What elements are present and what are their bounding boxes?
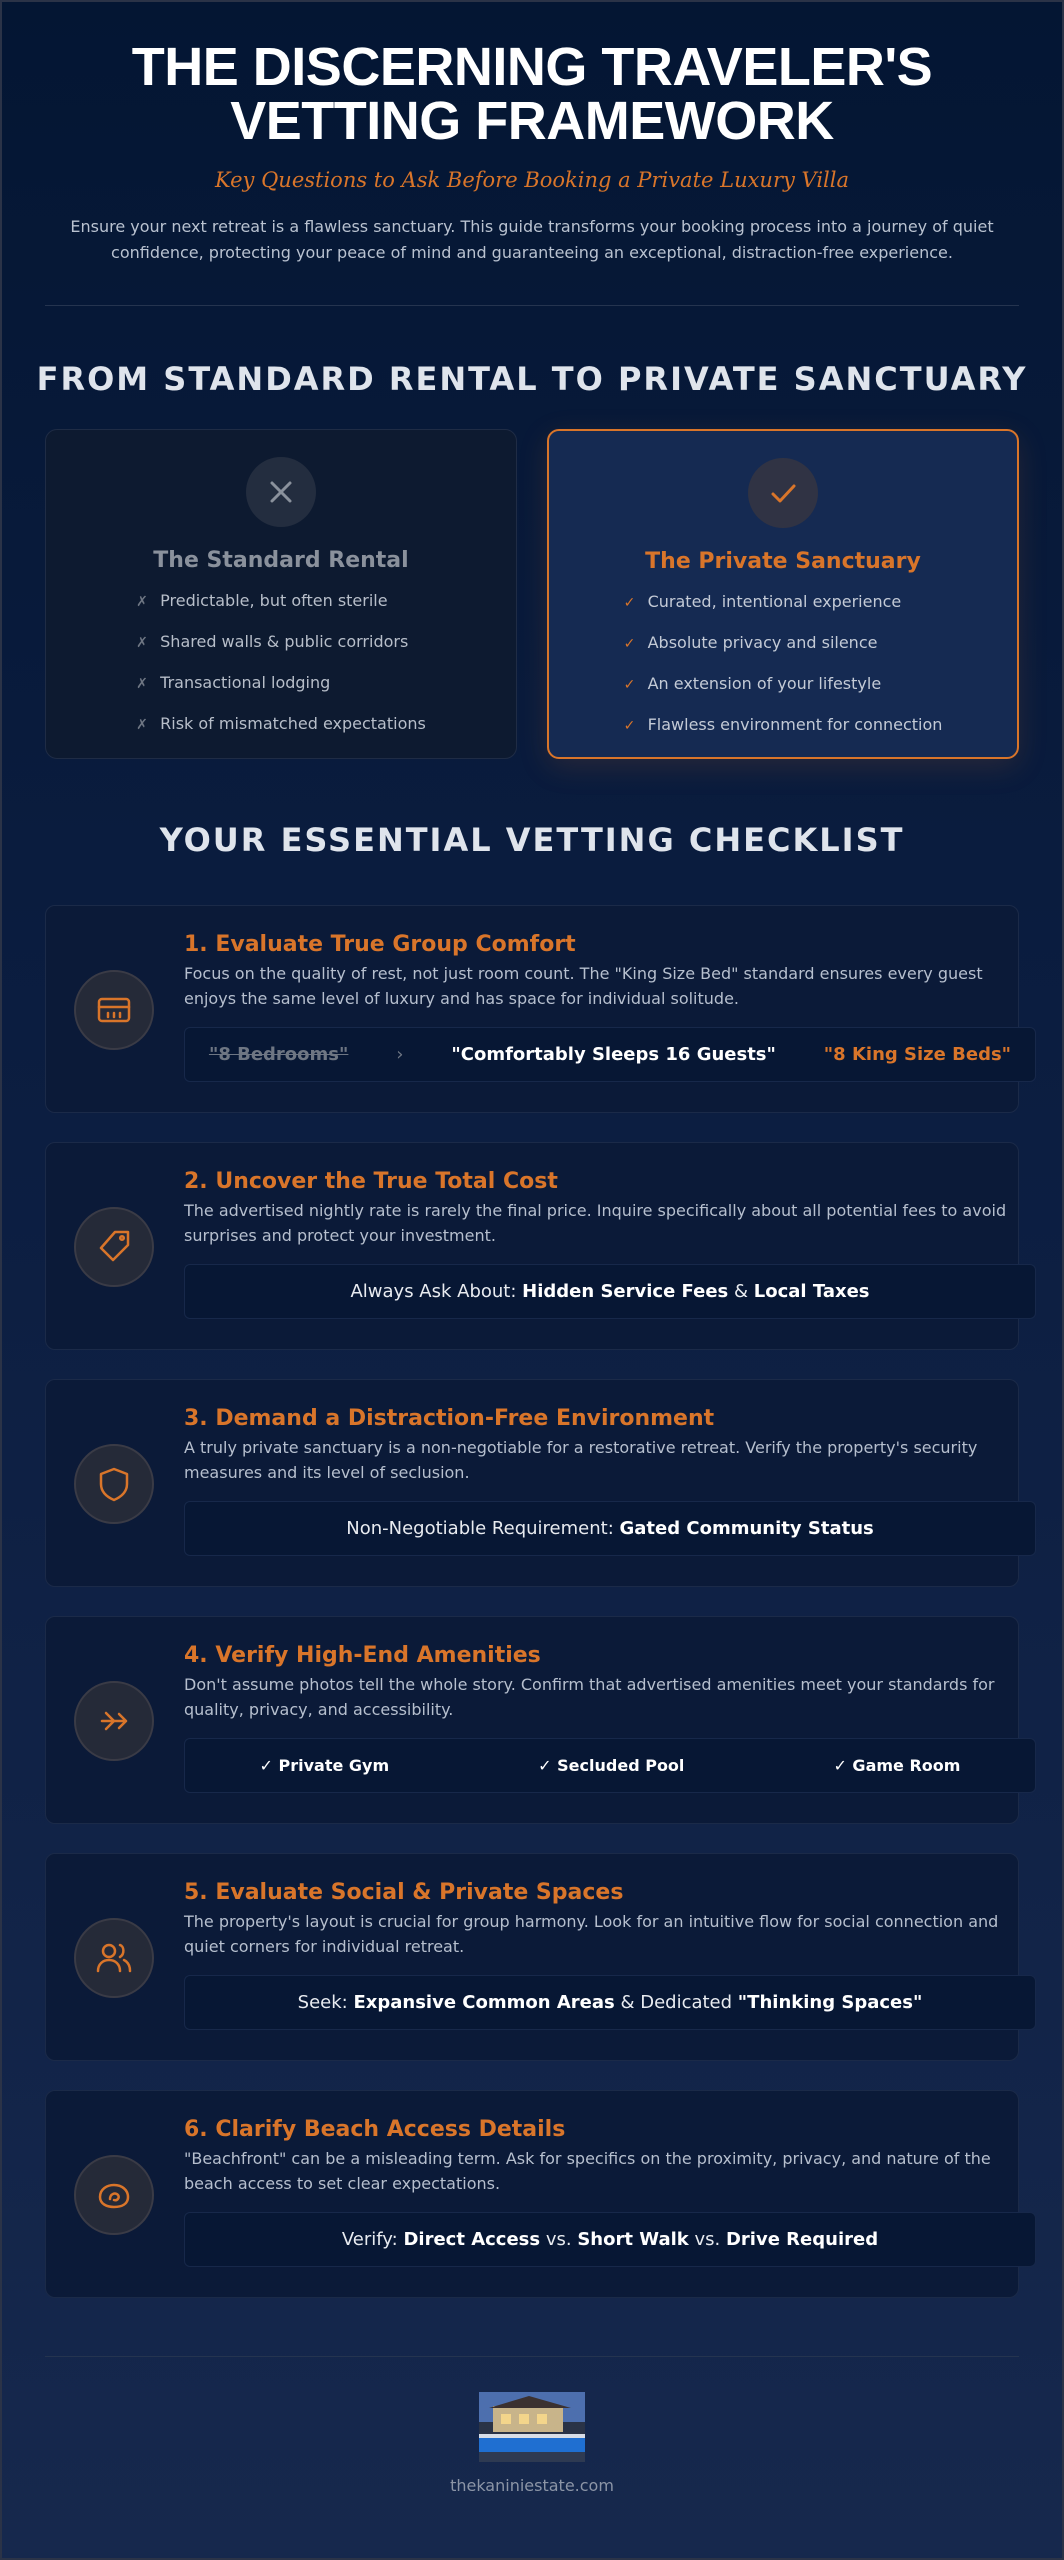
- check-mark-icon: ✓: [623, 636, 636, 652]
- chevron-right-icon: ›: [396, 1044, 404, 1065]
- list-item: ✓ An extension of your lifestyle: [624, 664, 943, 705]
- checklist-item-amenities: [45, 1616, 1019, 1824]
- shield-icon: [74, 1444, 154, 1524]
- check-mark-icon: ✓: [623, 718, 636, 734]
- checklist-item-total-cost: [45, 1142, 1019, 1350]
- list-item: ✓ Absolute privacy and silence: [624, 623, 943, 664]
- users-icon: [74, 1918, 154, 1998]
- list-item: ✗ Transactional lodging: [136, 663, 426, 704]
- checklist-item-text: A truly private sanctuary is a non-negotiable for a restorative retreat. Verify the property's security measures and its level of seclusion.: [184, 1438, 978, 1482]
- checklist-item-title: 6. Clarify Beach Access Details: [184, 2117, 566, 2142]
- checklist-item-distraction-free: [45, 1379, 1019, 1587]
- page-subtitle: Key Questions to Ask Before Booking a Private Luxury Villa: [214, 168, 850, 192]
- cross-mark-icon: ✗: [136, 635, 148, 651]
- standard-rental-title: The Standard Rental: [153, 548, 409, 573]
- beach-pill: Verify: Direct Access vs. Short Walk vs. Drive Required: [184, 2212, 1036, 2267]
- security-pill: Non-Negotiable Requirement: Gated Community Status: [184, 1501, 1036, 1556]
- tag-icon: [74, 1207, 154, 1287]
- list-item: ✓ Curated, intentional experience: [624, 582, 943, 623]
- checklist-heading: YOUR ESSENTIAL VETTING CHECKLIST: [159, 821, 905, 859]
- intro-text: Ensure your next retreat is a flawless sanctuary. This guide transforms your booking process into a journey of quiet confidence, protecting your peace of mind and guaranteeing an exceptional, distraction-free experience.: [70, 217, 994, 262]
- list-item: ✗ Risk of mismatched expectations: [136, 704, 426, 745]
- king-beds-label: "8 King Size Beds": [823, 1044, 1012, 1065]
- checklist-item-text: Don't assume photos tell the whole story. Confirm that advertised amenities meet your standards for quality, privacy, and accessibility.: [184, 1675, 995, 1719]
- sleeps-guests-label: "Comfortably Sleeps 16 Guests": [451, 1044, 776, 1065]
- cost-pill: Always Ask About: Hidden Service Fees & Local Taxes: [184, 1264, 1036, 1319]
- checklist-item-content: [184, 1169, 1036, 1319]
- check-mark-icon: ✓: [623, 677, 636, 693]
- checklist-item-title: 4. Verify High-End Amenities: [184, 1643, 541, 1668]
- title-line-1: THE DISCERNING TRAVELER'S: [131, 37, 933, 97]
- struck-bedrooms-label: "8 Bedrooms": [208, 1044, 349, 1065]
- amenity-secluded-pool: ✓ Secluded Pool: [538, 1756, 685, 1775]
- checklist-item-title: 1. Evaluate True Group Comfort: [184, 932, 576, 957]
- private-sanctuary-title: The Private Sanctuary: [645, 549, 921, 574]
- footer-url: thekaniniestate.com: [450, 2476, 614, 2495]
- checklist-item-content: [184, 932, 1036, 1082]
- cross-mark-icon: ✗: [136, 594, 148, 610]
- villa-photo: [479, 2392, 585, 2462]
- bed-icon: [74, 970, 154, 1050]
- comparison-heading: FROM STANDARD RENTAL TO PRIVATE SANCTUARY: [36, 360, 1028, 398]
- checklist-item-title: 2. Uncover the True Total Cost: [184, 1169, 558, 1194]
- checklist-item-title: 5. Evaluate Social & Private Spaces: [184, 1880, 624, 1905]
- checklist-item-text: The property's layout is crucial for group harmony. Look for an intuitive flow for social connection and quiet corners for individual retreat.: [184, 1912, 999, 1956]
- list-item: ✗ Predictable, but often sterile: [136, 581, 426, 622]
- checklist-item-content: [184, 1880, 1036, 2030]
- bed-standard-pill: [184, 1027, 1036, 1082]
- checklist-item-text: The advertised nightly rate is rarely the final price. Inquire specifically about all potential fees to avoid surprises and protect your investment.: [184, 1201, 1007, 1245]
- list-item: ✗ Shared walls & public corridors: [136, 622, 426, 663]
- wave-icon: [74, 2155, 154, 2235]
- list-item: ✓ Flawless environment for connection: [624, 705, 943, 746]
- check-mark-icon: ✓: [623, 595, 636, 611]
- checklist-item-beach-access: [45, 2090, 1019, 2298]
- amenity-game-room: ✓ Game Room: [833, 1756, 961, 1775]
- checklist-item-title: 3. Demand a Distraction-Free Environment: [184, 1406, 715, 1431]
- cross-mark-icon: ✗: [136, 717, 148, 733]
- amenities-pill: [184, 1738, 1036, 1793]
- title-line-2: VETTING FRAMEWORK: [230, 91, 834, 151]
- checklist-item-text: Focus on the quality of rest, not just room count. The "King Size Bed" standard ensures every guest enjoys the same level of luxury and has space for individual solitude.: [184, 964, 983, 1008]
- spaces-pill: Seek: Expansive Common Areas & Dedicated "Thinking Spaces": [184, 1975, 1036, 2030]
- checklist-item-text: "Beachfront" can be a misleading term. Ask for specifics on the proximity, privacy, and nature of the beach access to set clear expectations.: [184, 2149, 991, 2193]
- checklist-item-content: [184, 1406, 1036, 1556]
- checklist-item-group-comfort: [45, 905, 1019, 1113]
- checklist-item-social-spaces: [45, 1853, 1019, 2061]
- amenity-private-gym: ✓ Private Gym: [259, 1756, 390, 1775]
- arrow-right-icon: [74, 1681, 154, 1761]
- cross-mark-icon: ✗: [136, 676, 148, 692]
- checklist-item-content: [184, 1643, 1036, 1793]
- checklist-item-content: [184, 2117, 1036, 2267]
